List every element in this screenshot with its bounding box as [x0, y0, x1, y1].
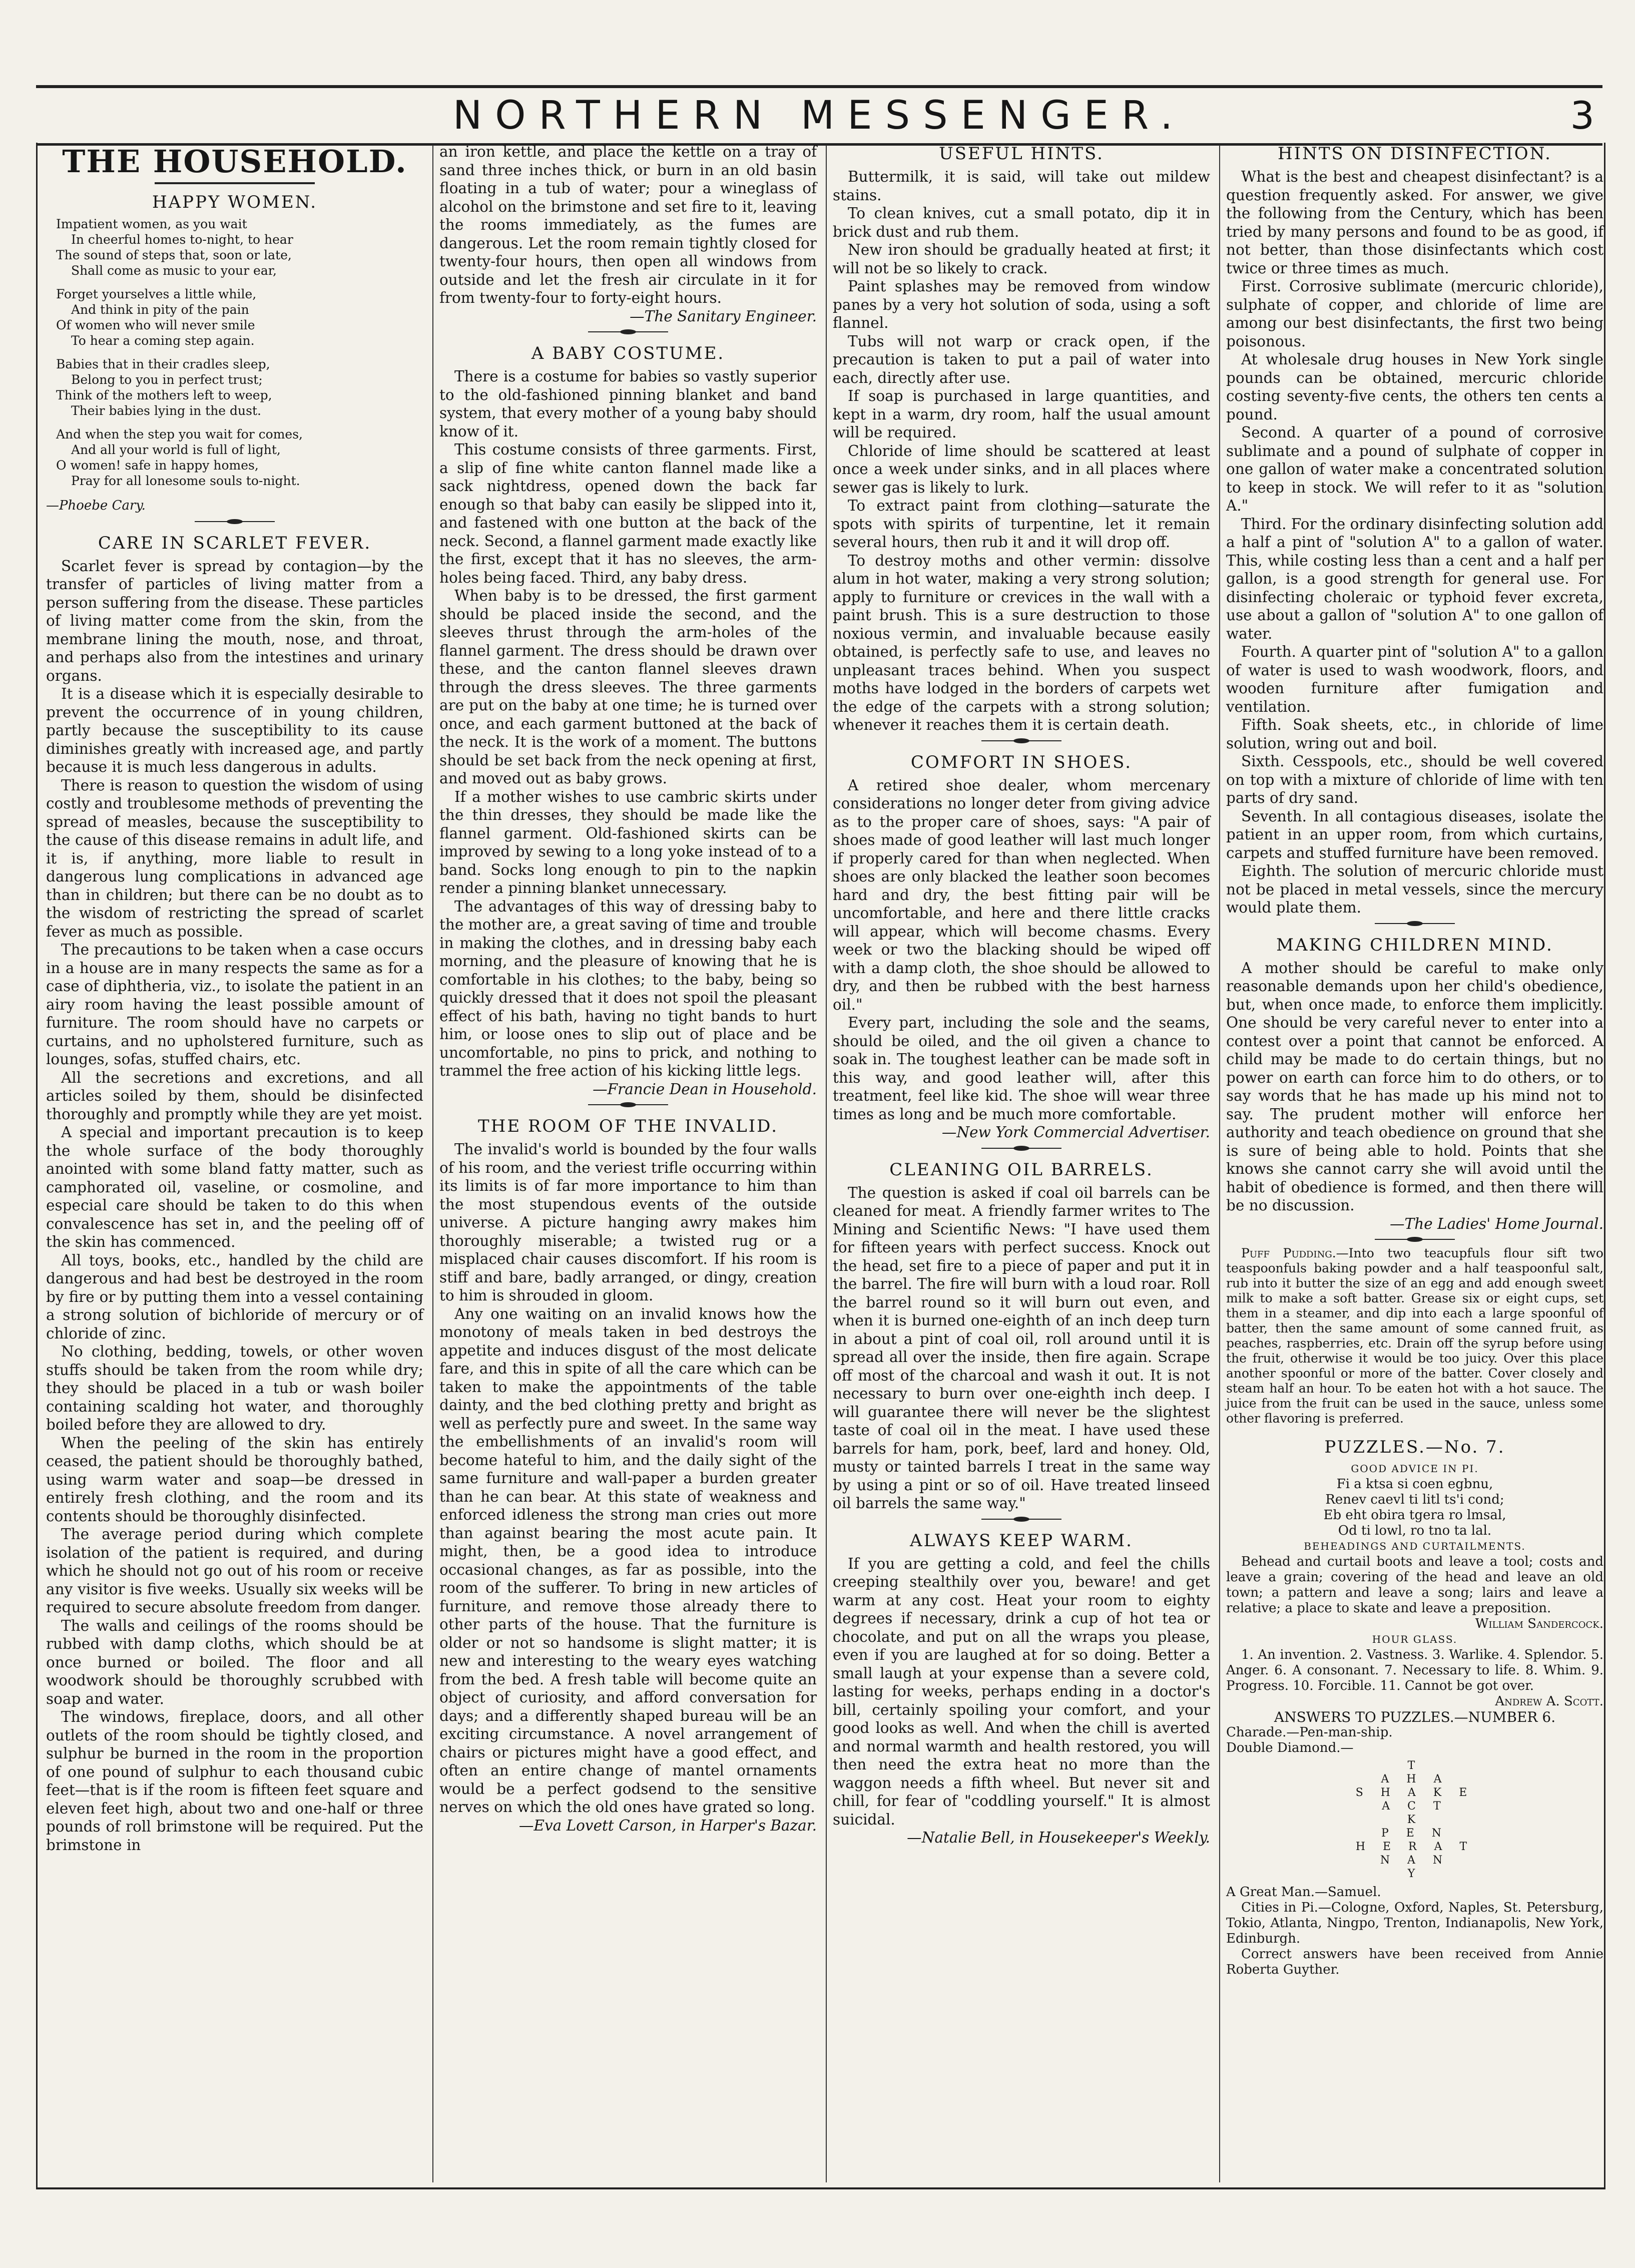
article-paragraph: The walls and ceilings of the rooms should be rubbed with damp cloths, which should be at once burned or boiled. The floor and all woodwork should be thoroughly scrubbed with soap and water. — [46, 1617, 423, 1707]
article-citation: —The Ladies' Home Journal. — [1390, 1215, 1603, 1232]
page-number: 3 — [1570, 93, 1594, 138]
article-paragraph: To extract paint from clothing—saturate the spots with spirits of turpentine, let it remain several hours, then rub it and it will drop off. — [833, 497, 1210, 551]
divider-ornament-icon — [1375, 1236, 1455, 1243]
pi-line: Fi a ktsa si coen egbnu, — [1336, 1477, 1493, 1492]
poem — [46, 216, 423, 515]
recipe-paragraph — [1226, 1246, 1603, 1426]
puzzle-author: William Sandercock. — [1475, 1616, 1603, 1631]
poem-line: O women! safe in happy homes, — [56, 458, 259, 473]
poem-line: And when the step you wait for comes, — [56, 427, 303, 442]
article-citation: —New York Commercial Advertiser. — [941, 1124, 1210, 1141]
answer-cities: Cities in Pi.—Cologne, Oxford, Naples, St. Petersburg, Tokio, Atlanta, Ningpo, Trenton, Indianapolis, New York, Edinburgh. — [1226, 1900, 1603, 1946]
article-paragraph: Scarlet fever is spread by contagion—by the transfer of particles of living matter from a person suffering from the disease. These particles of living matter come from the skin, from the membrane lining the mouth, nose, and throat, and perhaps also from the intestines and urinary organs. — [46, 557, 423, 684]
poem-line: Pray for all lonesome souls to-night. — [71, 474, 300, 489]
keep-warm-title: ALWAYS KEEP WARM. — [910, 1530, 1133, 1551]
masthead-title: NORTHERN MESSENGER. — [452, 93, 1186, 138]
poem-author: —Phoebe Cary. — [46, 498, 146, 514]
article-paragraph: A mother should be careful to make only reasonable demands upon her child's obedience, but, when once made, to enforce them implicitly. One should be very careful never to enter into a contest over a point that cannot be enforced. A child may be made to do certain things, but no power on earth can force him to do others, or to say words that he has made up his mind not to say. The prudent mother will enforce her authority and teach obedience on ground that she is sure of being able to hold. Points that she knows she cannot carry she will avoid until the habit of obedience is formed, and then there will be no discussion. — [1226, 959, 1603, 1214]
recipe-block — [1226, 1246, 1603, 1426]
correct-answers-note: Correct answers have been received from Annie Roberta Guyther. — [1226, 1947, 1603, 1977]
diamond-row: Y — [1407, 1868, 1422, 1880]
diamond-row: N A N — [1380, 1854, 1450, 1867]
useful-hints-title: USEFUL HINTS. — [939, 144, 1104, 164]
section-divider — [439, 1101, 817, 1108]
section-divider — [833, 1145, 1210, 1152]
pi-line: Od ti lowl, ro tno ta lal. — [1338, 1523, 1492, 1538]
puzzle-subheading: GOOD ADVICE IN PI. — [1351, 1463, 1479, 1475]
recipe-lead: Puff Pudding. — [1241, 1246, 1336, 1260]
article-paragraph: There is a costume for babies so vastly superior to the old-fashioned pinning blanket and band system, that every mother of a young baby should know of it. — [439, 368, 817, 440]
article-citation: —Natalie Bell, in Housekeeper's Weekly. — [907, 1829, 1210, 1846]
divider-ornament-icon — [195, 518, 275, 525]
disinfection-title: HINTS ON DISINFECTION. — [1278, 144, 1552, 164]
article-paragraph: Sixth. Cesspools, etc., should be well covered on top with a mixture of chloride of lime with ten parts of dry sand. — [1226, 753, 1603, 806]
article-paragraph: Paint splashes may be removed from window panes by a very hot solution of soda, using a soft flannel. — [833, 278, 1210, 331]
article-paragraph: Buttermilk, it is said, will take out mildew stains. — [833, 168, 1210, 204]
article-paragraph: To destroy moths and other vermin: dissolve alum in hot water, making a very strong solution; apply to furniture or crevices in the wall with a paint brush. This is a sure destruction to those noxious vermin, and invaluable because easily obtained, is perfectly safe to use, and leaves no unpleasant traces behind. When you suspect moths have lodged in the borders of carpets wet the edge of the carpets with a strong solution; whenever it reaches them it is certain death. — [833, 552, 1210, 733]
comfort-in-shoes-title: COMFORT IN SHOES. — [910, 752, 1133, 772]
pi-line: Eb eht obira tgera ro lmsal, — [1323, 1508, 1506, 1523]
article-paragraph: The question is asked if coal oil barrels can be cleaned for meat. A friendly farmer writes to The Mining and Scientific News: "I have used them for fifteen years with perfect success. Knock out the head, set fire to a piece of paper and put it in the barrel. The fire will burn with a loud roar. Roll the barrel round so it will burn out even, and when it is burned one-eighth of an inch deep turn in about a pint of coal oil, roll around until it is spread all over the inside, then fire again. Scrape off most of the charcoal and wash it out. It is not necessary to burn over one-eighth inch deep. I will guarantee there will never be the slightest taste of coal oil in the meat. I have used these barrels for ham, pork, beef, lard and honey. Old, musty or tainted barrels I treat in the same way by using a pint or so of oil. Have treated linseed oil barrels the same way." — [833, 1184, 1210, 1512]
puzzle-subheading: HOUR GLASS. — [1372, 1633, 1458, 1645]
pi-line: Renev caevl ti litl ts'i cond; — [1325, 1492, 1504, 1507]
baby-costume-title: A BABY COSTUME. — [531, 343, 725, 363]
diamond-row: A C T — [1382, 1800, 1448, 1812]
scarlet-fever-title: CARE IN SCARLET FEVER. — [98, 533, 372, 553]
heading-underline — [155, 182, 315, 184]
article-paragraph: Any one waiting on an invalid knows how the monotony of meals taken in bed destroys the appetite and induces disgust of the most delicate fare, and this in spite of all the care which can be taken to make the appointments of the table dainty, and the bed clothing pretty and bright as well as perfectly pure and sweet. In the same way the embellishments of an invalid's room will become hateful to him, and the daily sight of the same furniture and wall-paper a burden greater than he can bear. At this state of weakness and enforced idleness the strong man cries out more than against bearing the most acute pain. It might, then, be a good idea to introduce occasional changes, as far as possible, into the room of the sufferer. To bring in new articles of furniture, and remove those already there to other parts of the house. That the furniture is older or not so handsome is slight matter; it is new and interesting to the weary eyes watching from the bed. A fresh table will become quite an object of curiosity, and afford conversation for days; and a differently shaped bureau will be an exciting circumstance. A novel arrangement of chairs or pictures might have a good effect, and often an entire change of mantel ornaments would be a perfect godsend to the sensitive nerves on which the old ones have grated so long. — [439, 1305, 817, 1816]
poem-line: To hear a coming step again. — [71, 333, 255, 348]
oil-barrels-title: CLEANING OIL BARRELS. — [889, 1159, 1154, 1180]
puzzle-author: Andrew A. Scott. — [1495, 1694, 1603, 1709]
article-paragraph: Second. A quarter of a pound of corrosive sublimate and a pound of sulphate of copper in one gallon of water make a concentrated solution to keep in stock. We will refer to it as "solution A." — [1226, 424, 1603, 514]
article-paragraph: Seventh. In all contagious diseases, isolate the patient in an upper room, from which curtains, carpets and stuffed furniture have been removed. — [1226, 807, 1603, 861]
article-paragraph: When baby is to be dressed, the first garment should be placed inside the second, and the sleeves thrust through the arm-holes of the flannel garment. The dress should be drawn over these, and the canton flannel sleeves drawn through the dress sleeves. The three garments are put on the baby at one time; he is turned over once, and each garment buttoned at the back of the neck. It is the work of a moment. The buttons should be set back from the neck opening at first, and moved out as baby grows. — [439, 587, 817, 787]
answer-double-diamond: Double Diamond.— — [1226, 1740, 1354, 1755]
poem-line: In cheerful homes to-night, to hear — [71, 232, 293, 247]
article-paragraph: Third. For the ordinary disinfecting solution add a half a pint of "solution A" to a gallon of water. This, while costing less than a cent and a half per gallon, is a good strength for general use. For disinfecting choleraic or typhoid fever excreta, use about a gallon of "solution A" to one gallon of water. — [1226, 515, 1604, 642]
article-paragraph: The windows, fireplace, doors, and all other outlets of the room should be tightly closed, and sulphur be burned in the room in the proportion of one pound of sulphur to each thousand cubic feet—that is if the room is fifteen feet square and eleven feet high, about two and one-half or three pounds of roll brimstone will be required. Put the brimstone in — [46, 1708, 423, 1854]
poem-stanza — [46, 426, 423, 489]
poem-line: Of women who will never smile — [56, 318, 255, 333]
poem-line: And all your world is full of light, — [71, 442, 281, 458]
article-paragraph: All the secretions and excretions, and all articles soiled by them, should be disinfected thoroughly and promptly while they are yet moist. — [46, 1069, 423, 1123]
article-paragraph: There is reason to question the wisdom of using costly and troublesome methods of preventing the spread of measles, because the susceptibility to the cause of this disease remains in adult life, and it is, if anything, more liable to result in dangerous lung complications in advanced age than in children; but there can be no doubt as to the wisdom of restricting the spread of scarlet fever as much as possible. — [46, 776, 423, 940]
divider-ornament-icon — [981, 737, 1061, 744]
happy-women-title: HAPPY WOMEN. — [152, 192, 318, 213]
article-paragraph: The invalid's world is bounded by the four walls of his room, and the veriest trifle occurring within its limits is of far more importance to him than the most stupendous events of the outside universe. A picture hanging awry makes him thoroughly miserable; a twisted rug or a misplaced chair causes discomfort. If his room is stiff and bare, badly arranged, or dingy, creation to him is shrouded in gloom. — [439, 1141, 817, 1304]
poem-stanza — [46, 216, 423, 278]
poem-line: Shall come as music to your ear, — [71, 263, 277, 278]
puzzle-text: Behead and curtail boots and leave a tool; costs and leave a grain; covering of the head and leave an old town; a pattern and leave a song; lairs and leave a relative; a place to skate and leave a preposition. — [1226, 1554, 1603, 1616]
article-paragraph: This costume consists of three garments. First, a slip of fine white canton flannel made like a sack nightdress, opened down the back far enough so that baby can easily be slipped into it, and fastened with one button at the back of the neck. Second, a flannel garment made exactly like the first, except that it has no sleeves, the arm-holes being faced. Third, any baby dress. — [439, 441, 817, 586]
article-paragraph: New iron should be gradually heated at first; it will not be so likely to crack. — [833, 241, 1210, 277]
column-2 — [435, 143, 821, 2185]
divider-ornament-icon — [1375, 920, 1455, 927]
diamond-row: S H A K E — [1355, 1786, 1474, 1799]
section-divider — [439, 328, 817, 335]
article-paragraph: Tubs will not warp or crack open, if the precaution is taken to put a pail of water into each, directly after use. — [833, 332, 1210, 386]
article-paragraph: Every part, including the sole and the seams, should be oiled, and the oil given a chance to soak in. The toughest leather can be made soft in this way, and good leather will, after this treatment, feel like kid. The shoe will wear three times as long and be much more comfortable. — [833, 1014, 1210, 1123]
recipe-text: —Into two teacupfuls flour sift two teaspoonfuls baking powder and a half teaspoonful salt, rub into it butter the size of an egg and add enough sweet milk to make a soft batter. Grease six or eight cups, set them in a steamer, and dip into each a large spoonful of batter, then the same amount of some canned fruit, as peaches, raspberries, etc. Drain off the syrup before using the fruit, otherwise it would be too juicy. Over this place another spoonful or more of the batter. Cover closely and steam half an hour. To be eaten hot with a hot sauce. The juice from the fruit can be used in the sauce, unless some other flavoring is preferred. — [1226, 1246, 1603, 1426]
puzzles-title: PUZZLES.—No. 7. — [1324, 1437, 1505, 1457]
column-4 — [1222, 143, 1607, 2185]
poem-line: Impatient women, as you wait — [56, 217, 247, 232]
section-divider — [1226, 920, 1603, 927]
article-paragraph: It is a disease which it is especially desirable to prevent the occurrence of in young children, partly because the susceptibility to its cause diminishes greatly with increased age, and partly because it is much less dangerous in adults. — [46, 685, 423, 776]
article-paragraph: All toys, books, etc., handled by the child are dangerous and had best be destroyed in the room by fire or by putting them into a vessel containing a strong solution of bichloride of mercury or of chloride of zinc. — [46, 1251, 423, 1342]
divider-ornament-icon — [981, 1145, 1061, 1152]
article-paragraph: At wholesale drug houses in New York single pounds can be obtained, mercuric chloride costing seventy-five cents, the others ten cents a pound. — [1226, 351, 1603, 423]
masthead — [36, 85, 1602, 146]
article-paragraph: Chloride of lime should be scattered at least once a week under sinks, and in all places where sewer gas is likely to lurk. — [833, 442, 1210, 496]
article-paragraph: What is the best and cheapest disinfectant? is a question frequently asked. For answer, we give the following from the Century, which has been tried by many persons and found to be as good, if not better, than those disinfectants which cost twice or three times as much. — [1226, 168, 1603, 277]
article-citation: —The Sanitary Engineer. — [630, 307, 817, 325]
divider-ornament-icon — [588, 328, 668, 335]
puzzle-subheading: BEHEADINGS AND CURTAILMENTS. — [1304, 1540, 1526, 1552]
column-rule — [1219, 145, 1220, 2182]
poem-line: Their babies lying in the dust. — [71, 403, 261, 418]
invalid-room-title: THE ROOM OF THE INVALID. — [478, 1116, 778, 1136]
article-paragraph: Fifth. Soak sheets, etc., in chloride of lime solution, wring out and boil. — [1226, 716, 1603, 752]
divider-ornament-icon — [588, 1101, 668, 1108]
poem-line: And think in pity of the pain — [71, 302, 249, 317]
answer-great-man: A Great Man.—Samuel. — [1226, 1885, 1381, 1900]
article-paragraph: If you are getting a cold, and feel the chills creeping stealthily over you, beware! and get warm at any cost. Heat your room to eighty degrees if necessary, drink a cup of hot tea or chocolate, and put on all the wraps you please, even if you are laughed at for so doing. Better a small laugh at your expense than a severe cold, lasting for weeks, perhaps ending in a doctor's bill, certainly spoiling your comfort, and your good looks as well. And when the chill is averted and normal warmth and health restored, you will then need the extra heat no more than the waggon needs a fifth wheel. But never sit and chill, for fear of "coddling yourself." It is almost suicidal. — [833, 1555, 1210, 1828]
article-paragraph: No clothing, bedding, towels, or other woven stuffs should be taken from the room while dry; they should be placed in a tub or wash boiler containing scalding hot water, and thoroughly boiled before they are allowed to dry. — [46, 1343, 423, 1434]
household-heading: THE HOUSEHOLD. — [62, 143, 407, 180]
children-mind-title: MAKING CHILDREN MIND. — [1276, 935, 1553, 955]
article-paragraph: To clean knives, cut a small potato, dip it in brick dust and rub them. — [833, 205, 1210, 240]
article-paragraph: Eighth. The solution of mercuric chloride must not be placed in metal vessels, since the mercury would plate them. — [1226, 862, 1603, 916]
diamond-row: T — [1407, 1759, 1422, 1772]
answers-title: ANSWERS TO PUZZLES.—NUMBER 6. — [1274, 1709, 1556, 1725]
article-citation: —Eva Lovett Carson, in Harper's Bazar. — [518, 1817, 817, 1834]
divider-ornament-icon — [981, 1516, 1061, 1523]
section-divider — [833, 737, 1210, 744]
puzzles-section — [1226, 1437, 1603, 1978]
article-paragraph: The average period during which complete isolation of the patient is required, and during which he should not go out of his room or receive any visitor is five weeks. Usually six weeks will be required to secure absolute freedom from danger. — [46, 1526, 423, 1616]
article-paragraph: If soap is purchased in large quantities, and kept in a warm, dry room, half the usual amount will be required. — [833, 387, 1210, 441]
section-divider — [1226, 1236, 1603, 1243]
diamond-row: A H A — [1381, 1773, 1449, 1785]
article-paragraph: A retired shoe dealer, whom mercenary considerations no longer deter from giving advice as to the proper care of shoes, says: "A pair of shoes made of good leather will last much longer if properly cared for than when neglected. When shoes are only blacked the leather soon becomes hard and dry, the best fitting pair will be uncomfortable, and here and there little cracks will appear, which will become chasms. Every week or two the blacking should be wiped off with a damp cloth, the shoe should be allowed to dry, and then be rubbed with the best harness oil." — [833, 776, 1210, 1013]
poem-line: Babies that in their cradles sleep, — [56, 357, 270, 372]
section-divider — [833, 1516, 1210, 1523]
diamond-row: K — [1407, 1813, 1423, 1826]
double-diamond — [1226, 1759, 1603, 1881]
poem-line: The sound of steps that, soon or late, — [56, 248, 292, 263]
poem-line: Forget yourselves a little while, — [56, 287, 257, 302]
poem-stanza — [46, 286, 423, 348]
puzzle-text: 1. An invention. 2. Vastness. 3. Warlike. 4. Splendor. 5. Anger. 6. A consonant. 7. Necessary to life. 8. Whim. 9. Progress. 10. Forcible. 11. Cannot be got over. — [1226, 1647, 1603, 1693]
column-3 — [829, 143, 1214, 2185]
diamond-row: H E R A T — [1355, 1841, 1474, 1853]
article-paragraph: When the peeling of the skin has entirely ceased, the patient should be thoroughly bathed, using warm water and soap—be dressed in entirely fresh clothing, and the room and its contents should be thoroughly disinfected. — [46, 1434, 423, 1525]
article-paragraph: A special and important precaution is to keep the whole surface of the body thoroughly anointed with some bland fatty matter, such as camphorated oil, vaseline, or cosmoline, and especial care should be taken to do this when convalescence has set in, and the peeling off of the skin has commenced. — [46, 1124, 423, 1251]
article-citation: —Francie Dean in Household. — [593, 1080, 817, 1098]
article-paragraph: Fourth. A quarter pint of "solution A" to a gallon of water is used to wash woodwork, floors, and wooden furniture after fumigation and ventilation. — [1226, 643, 1603, 715]
column-1 — [42, 143, 427, 2185]
answer-charade: Charade.—Pen-man-ship. — [1226, 1725, 1393, 1740]
poem-line: Think of the mothers left to weep, — [56, 388, 272, 403]
article-paragraph: The advantages of this way of dressing baby to the mother are, a great saving of time and trouble in making the clothes, and in dressing baby each morning, and the pleasure of knowing that he is comfortable in his clothes; to the baby, being so quickly dressed that it does not spoil the pleasant effect of his bath, having no tight bands to hurt him, or loose ones to slip out of place and be uncomfortable, no pins to prick, and nothing to trammel the free action of his kicking little legs. — [439, 897, 817, 1079]
poem-line: Belong to you in perfect trust; — [71, 372, 263, 387]
column-rule — [826, 145, 827, 2182]
poem-stanza — [46, 356, 423, 418]
article-paragraph: an iron kettle, and place the kettle on a tray of sand three inches thick, or burn in an old basin floating in a tub of water; pour a wineglass of alcohol on the brimstone and set fire to it, leaving the rooms immediately, as the fumes are dangerous. Let the room remain tightly closed for twenty-four hours, then open all windows from outside and let the fresh air circulate in it for from twenty-four to forty-eight hours. — [439, 143, 817, 306]
section-divider — [46, 518, 423, 525]
diamond-row: P E N — [1381, 1827, 1449, 1840]
article-paragraph: The precautions to be taken when a case occurs in a house are in many respects the same as for a case of diphtheria, viz., to isolate the patient in an airy room having the least possible amount of furniture. The room should have no carpets or curtains, and no upholstered furniture, such as lounges, sofas, stuffed chairs, etc. — [46, 941, 423, 1068]
article-paragraph: If a mother wishes to use cambric skirts under the thin dresses, they should be made like the flannel garment. Old-fashioned skirts can be improved by sewing to a long yoke instead of to a band. Socks long enough to pin to the napkin render a pinning blanket unnecessary. — [439, 788, 817, 896]
article-paragraph: First. Corrosive sublimate (mercuric chloride), sulphate of copper, and chloride of lime are among our best disinfectants, the first two being poisonous. — [1226, 278, 1603, 350]
column-rule — [432, 145, 433, 2182]
